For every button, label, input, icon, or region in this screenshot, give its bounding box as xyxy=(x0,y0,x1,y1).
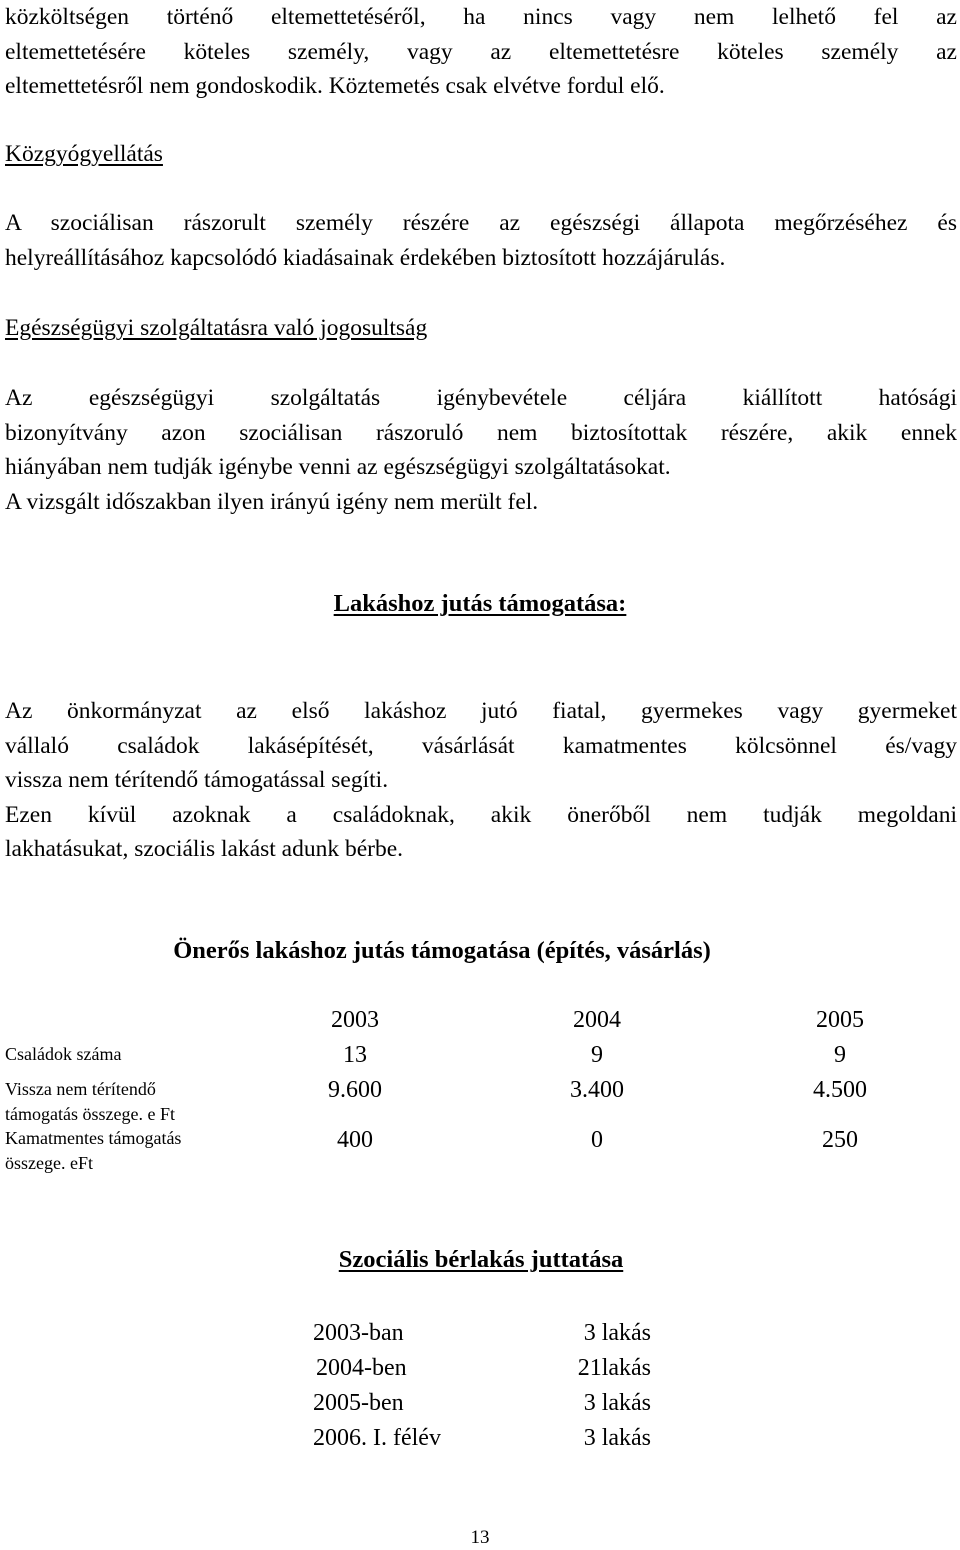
egeszseg-line: Az egészségügyi szolgáltatás igénybevétele céljára kiállított hatósági xyxy=(5,385,957,411)
lakashoz-paragraph xyxy=(5,694,957,867)
table-row-label: Kamatmentes támogatás összege. eFt xyxy=(5,1128,182,1173)
table-cell: 4.500 xyxy=(813,1077,867,1103)
lakashoz-line: lakhatásukat, szociális lakást adunk bérbe. xyxy=(5,836,404,862)
berlakas-period: 2004-ben xyxy=(316,1355,407,1381)
table-row-label: Vissza nem térítendő támogatás összege. e Ft xyxy=(5,1079,175,1124)
table-cell: 13 xyxy=(343,1042,367,1068)
intro-line: eltemettetésről nem gondoskodik. Köztemetés csak elvétve fordul elő. xyxy=(5,73,665,99)
berlakas-period: 2006. I. félév xyxy=(313,1425,441,1451)
year-header: 2004 xyxy=(573,1007,621,1033)
berlakas-count: 3 lakás xyxy=(583,1320,651,1346)
berlakas-counts xyxy=(545,1316,651,1456)
berlakas-periods xyxy=(313,1316,441,1456)
egeszseg-line: bizonyítvány azon szociálisan rászoruló nem biztosítottak részére, akik ennek xyxy=(5,419,957,446)
table-cell: 400 xyxy=(337,1127,373,1153)
berlakas-period: 2005-ben xyxy=(313,1390,404,1416)
kozgyogy-line: helyreállításához kapcsolódó kiadásainak érdekében biztosított hozzájárulás. xyxy=(5,244,726,271)
egeszseg-title: Egészségügyi szolgáltatásra való jogosultság xyxy=(5,315,428,341)
lakashoz-line: Ezen kívül azoknak a családoknak, akik önerőből nem tudják megoldani xyxy=(5,801,957,828)
berlakas-title: Szociális bérlakás juttatása xyxy=(338,1246,624,1273)
year-header: 2003 xyxy=(331,1007,379,1033)
table-cell: 0 xyxy=(591,1127,603,1153)
lakashoz-line: vállaló családok lakásépítését, vásárlását kamatmentes kölcsönnel és/vagy xyxy=(5,732,957,759)
table-cell: 250 xyxy=(822,1127,858,1153)
berlakas-count: 3 lakás xyxy=(583,1425,651,1451)
berlakas-period: 2003-ban xyxy=(313,1320,404,1346)
table-row-label: Családok száma xyxy=(5,1044,122,1064)
berlakas-count: 21lakás xyxy=(577,1355,651,1381)
lakashoz-line: vissza nem térítendő támogatással segíti. xyxy=(5,767,389,793)
table-cell: 9 xyxy=(591,1042,603,1068)
lakashoz-title: Lakáshoz jutás támogatása: xyxy=(333,590,627,617)
table-cell: 3.400 xyxy=(570,1077,624,1103)
kozgyogy-title: Közgyógyellátás xyxy=(5,141,163,167)
kozgyogy-line: A szociálisan rászorult személy részére az egészségi állapota megőrzéséhez és xyxy=(5,210,957,236)
table-cell: 9.600 xyxy=(328,1077,382,1103)
year-header: 2005 xyxy=(816,1007,864,1033)
page-number: 13 xyxy=(470,1527,490,1548)
egeszseg-paragraph xyxy=(5,381,957,519)
egeszseg-line: A vizsgált időszakban ilyen irányú igény nem merült fel. xyxy=(5,488,539,515)
lakashoz-line: Az önkormányzat az első lakáshoz jutó fiatal, gyermekes vagy gyermeket xyxy=(5,698,957,724)
berlakas-count: 3 lakás xyxy=(583,1390,651,1416)
intro-paragraph xyxy=(5,0,957,104)
egeszseg-line: hiányában nem tudják igénybe venni az egészségügyi szolgáltatásokat. xyxy=(5,454,671,480)
table-cell: 9 xyxy=(834,1042,846,1068)
kozgyogy-paragraph xyxy=(5,206,957,275)
intro-line: eltemettetésére köteles személy, vagy az eltemettetésre köteles személy az xyxy=(5,38,957,65)
oneros-title: Önerős lakáshoz jutás támogatása (építés, vásárlás) xyxy=(173,937,711,964)
intro-line: közköltségen történő eltemettetéséről, ha nincs vagy nem lelhető fel az xyxy=(5,4,957,30)
